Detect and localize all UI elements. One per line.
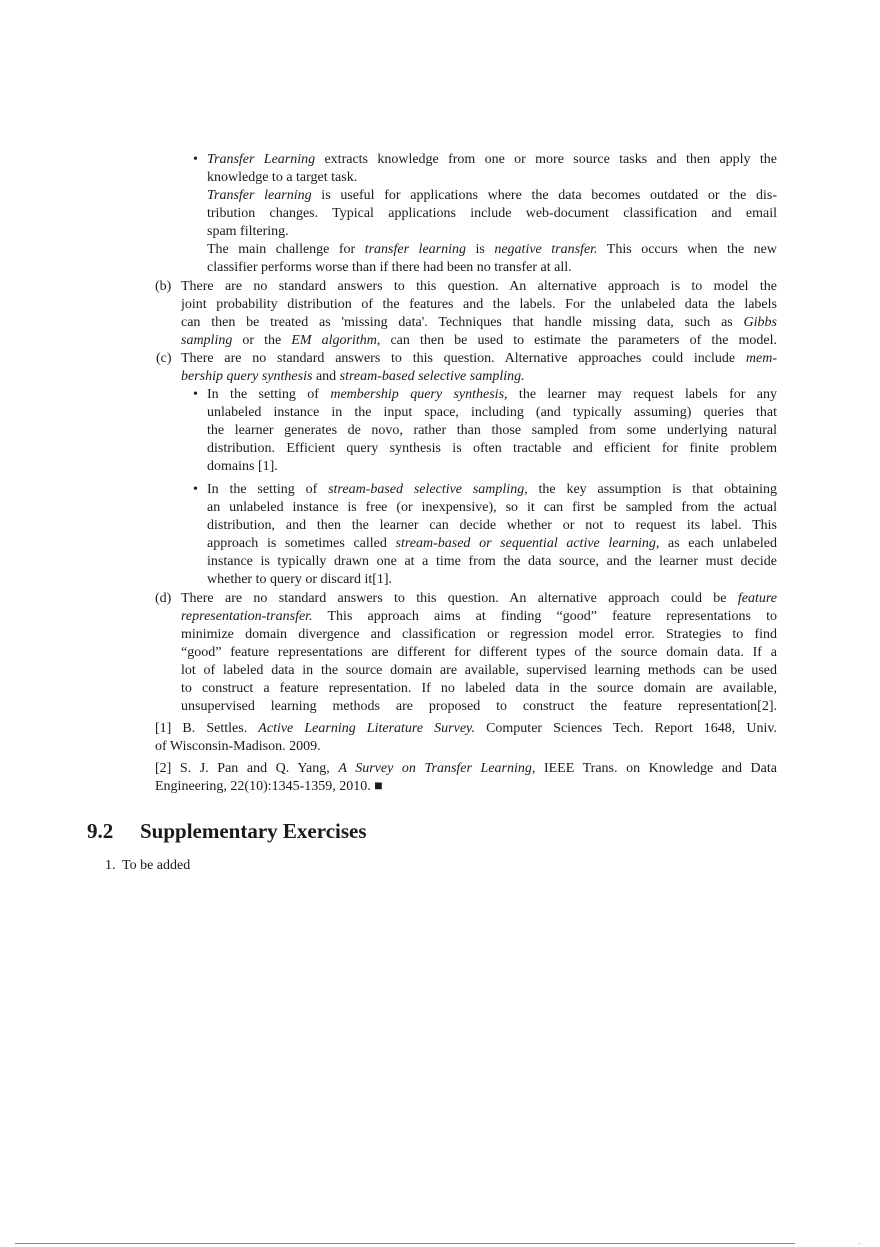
text-line xyxy=(181,332,777,350)
bullet-stream-based xyxy=(193,481,777,589)
text-run: or the xyxy=(232,333,292,348)
text-line xyxy=(207,481,777,499)
italic-run: stream-based or sequential active learning xyxy=(395,536,656,551)
text-run: is useful for applications where the data becomes outdated or the dis- xyxy=(311,188,777,203)
footer-dot xyxy=(859,1243,860,1244)
text-line xyxy=(181,626,777,644)
bullet-transfer-learning xyxy=(193,151,777,277)
text-run: “good” feature representations are different for different types of the source domain data. If a xyxy=(181,645,777,660)
text-run: classifier performs worse than if there had been no transfer at all. xyxy=(207,260,572,275)
bullet-icon: • xyxy=(193,152,198,167)
text-line xyxy=(181,368,777,386)
italic-run: EM algorithm xyxy=(291,333,377,348)
text-run: This approach aims at finding “good” feature representations to xyxy=(312,609,777,624)
text-run: to construct a feature representation. If no labeled data in the source domain are available, xyxy=(181,681,777,696)
text-line xyxy=(181,590,777,608)
italic-run: stream-based selective sampling. xyxy=(339,369,525,384)
italic-run: negative transfer. xyxy=(494,242,598,257)
text-run: can then be treated as 'missing data'. Techniques that handle missing data, such as xyxy=(181,315,744,330)
text-run: unsupervised learning methods are proposed to construct the feature representation[2]. xyxy=(181,699,777,714)
italic-run: bership query synthesis xyxy=(181,369,313,384)
text-run: There are no standard answers to this question. An alternative approach could be xyxy=(181,591,738,606)
text-line xyxy=(207,386,777,404)
text-line xyxy=(207,458,777,476)
text-line xyxy=(181,350,777,368)
text-run: and xyxy=(312,369,340,384)
item-label: (c) xyxy=(156,351,172,366)
text-run: domains [1]. xyxy=(207,459,278,474)
text-run: tribution changes. Typical applications include web-document classification and email xyxy=(207,206,777,221)
text-line xyxy=(207,223,777,241)
section-title: Supplementary Exercises xyxy=(140,819,367,843)
text-run: , the key assumption is that obtaining xyxy=(524,482,777,497)
italic-run: feature xyxy=(737,591,777,606)
italic-run: membership query synthesis xyxy=(330,387,505,402)
italic-run: Active Learning Literature Survey. xyxy=(258,721,475,736)
text-line xyxy=(181,644,777,662)
item-c xyxy=(156,350,777,386)
text-line xyxy=(155,720,777,738)
italic-run: Transfer learning xyxy=(207,188,312,203)
text-line xyxy=(181,296,777,314)
text-line xyxy=(181,680,777,698)
text-line xyxy=(181,662,777,680)
text-line xyxy=(207,422,777,440)
text-run: , the learner may request labels for any xyxy=(504,387,777,402)
item-b xyxy=(155,278,777,350)
text-run: , IEEE Trans. on Knowledge and Data xyxy=(531,761,777,776)
text-run: approach is sometimes called xyxy=(207,536,396,551)
text-line xyxy=(207,404,777,422)
reference-2 xyxy=(155,760,777,796)
footer-rule xyxy=(15,1243,795,1244)
text-line xyxy=(207,553,777,571)
text-run: minimize domain divergence and classification or regression model error. Strategies to find xyxy=(181,627,777,642)
item-label: (d) xyxy=(155,591,172,606)
text-line xyxy=(181,608,777,626)
text-line xyxy=(181,698,777,716)
text-run: knowledge to a target task. xyxy=(207,170,358,185)
text-run: distribution. Efficient query synthesis is often tractable and efficient for finite problem xyxy=(207,441,777,456)
exercise-number: 1. xyxy=(105,858,116,873)
italic-run: Transfer Learning xyxy=(207,152,316,167)
text-line xyxy=(207,259,777,277)
text-run: The main challenge for xyxy=(207,242,365,257)
text-line xyxy=(155,738,777,756)
text-run: of Wisconsin-Madison. 2009. xyxy=(155,739,321,754)
text-run: [1] B. Settles. xyxy=(155,721,259,736)
text-run: Engineering, 22(10):1345-1359, 2010. ■ xyxy=(155,779,383,794)
text-run: spam filtering. xyxy=(207,224,289,239)
exercise-text: To be added xyxy=(122,858,191,873)
text-run: [2] S. J. Pan and Q. Yang, xyxy=(155,761,339,776)
bullet-membership-query xyxy=(193,386,777,476)
text-run: is xyxy=(466,242,495,257)
text-line xyxy=(155,778,777,796)
bullet-icon: • xyxy=(193,482,198,497)
text-line xyxy=(207,151,777,169)
italic-run: mem- xyxy=(745,351,777,366)
text-run: extracts knowledge from one or more source tasks and then apply the xyxy=(315,152,777,167)
text-run: an unlabeled instance is free (or inexpensive), so it can first be sampled from the actual xyxy=(207,500,777,515)
text-run: In the setting of xyxy=(207,482,329,497)
text-run: There are no standard answers to this question. Alternative approaches could include xyxy=(181,351,746,366)
item-label: (b) xyxy=(155,279,172,294)
text-line xyxy=(207,205,777,223)
text-line xyxy=(207,499,777,517)
text-run: In the setting of xyxy=(207,387,331,402)
italic-run: A Survey on Transfer Learning xyxy=(338,761,532,776)
text-run: the learner generates de novo, rather than those sampled from some underlying natural xyxy=(207,423,777,438)
text-line xyxy=(207,571,777,589)
italic-run: stream-based selective sampling xyxy=(328,482,525,497)
text-line xyxy=(207,241,777,259)
bullet-icon: • xyxy=(193,387,198,402)
text-run: instance is typically drawn one at a time from the data source, and the learner must decide xyxy=(207,554,777,569)
text-run: , can then be used to estimate the parameters of the model. xyxy=(376,333,777,348)
italic-run: Gibbs xyxy=(743,315,777,330)
text-run: There are no standard answers to this question. An alternative approach is to model the xyxy=(181,279,777,294)
text-line xyxy=(207,440,777,458)
item-d xyxy=(155,590,777,716)
text-line xyxy=(181,314,777,332)
reference-1 xyxy=(155,720,777,756)
text-run: lot of labeled data in the source domain are available, supervised learning methods can be used xyxy=(181,663,777,678)
text-run: joint probability distribution of the features and the labels. For the unlabeled data the labels xyxy=(181,297,777,312)
italic-run: representation-transfer. xyxy=(181,609,313,624)
text-run: Computer Sciences Tech. Report 1648, Univ. xyxy=(474,721,777,736)
text-run: whether to query or discard it[1]. xyxy=(207,572,393,587)
text-run: unlabeled instance in the input space, including (and typically assuming) queries that xyxy=(207,405,777,420)
text-run: This occurs when the new xyxy=(597,242,777,257)
text-line xyxy=(207,517,777,535)
italic-run: transfer learning xyxy=(364,242,466,257)
text-line xyxy=(181,278,777,296)
italic-run: sampling xyxy=(181,333,233,348)
text-line xyxy=(207,535,777,553)
section-number: 9.2 xyxy=(87,819,114,843)
text-line xyxy=(207,169,777,187)
text-line xyxy=(155,760,777,778)
text-run: , as each unlabeled xyxy=(655,536,777,551)
text-line xyxy=(207,187,777,205)
text-run: distribution, and then the learner can decide whether or not to request its label. This xyxy=(207,518,777,533)
